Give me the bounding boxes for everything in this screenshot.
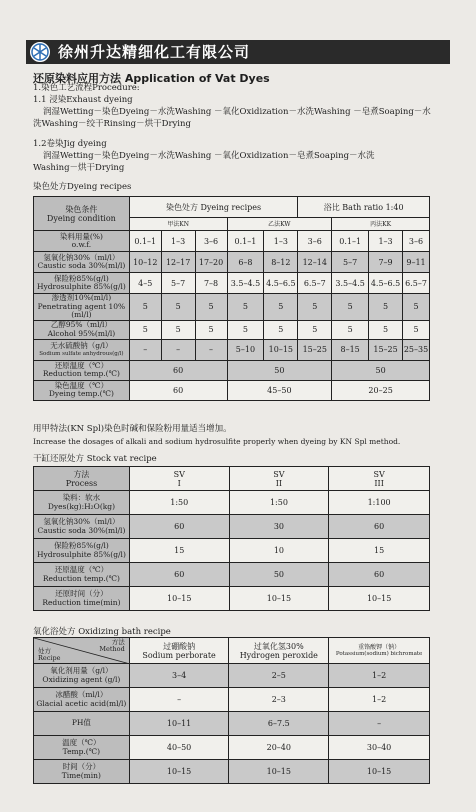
procedure-heading: 1.染色工艺流程Procedure: bbox=[33, 83, 140, 93]
dye-row-label bbox=[34, 273, 130, 294]
stock-vat-row bbox=[34, 515, 430, 539]
dye-cell: 3.5–4.5 bbox=[332, 273, 369, 294]
stock-vat-row-label bbox=[34, 587, 130, 611]
oxidizing-row-label-cn: PH值 bbox=[71, 718, 91, 728]
dye-cell: 0.1–1 bbox=[129, 231, 161, 252]
dye-cell: 15–25 bbox=[298, 339, 332, 360]
dye-cell: 1–3 bbox=[264, 231, 298, 252]
stock-vat-cell: 1:100 bbox=[329, 491, 430, 515]
oxidizer-3-en: Potassium(sodium) bichromate bbox=[335, 651, 423, 657]
dye-cell: 4.5–6.5 bbox=[264, 273, 298, 294]
dyeing-temp-en: Dyeing temp.(℃) bbox=[48, 389, 114, 398]
oxidizing-caption: 氧化浴处方 Oxidizing bath recipe bbox=[33, 627, 171, 637]
oxidizing-row bbox=[34, 688, 430, 712]
dye-row bbox=[34, 320, 430, 339]
oxidizing-corner-header bbox=[34, 638, 130, 664]
dye-cell: 0.1–1 bbox=[227, 231, 264, 252]
dyeing-temp-cn: 染色温度（℃） bbox=[54, 380, 109, 390]
jig-line-2: Washing－烘干Drying bbox=[33, 163, 125, 173]
oxidizer-2-cn: 过氧化氢30% bbox=[253, 641, 304, 651]
dyeing-temp-kk: 20–25 bbox=[332, 380, 430, 400]
dye-cell: 5 bbox=[227, 294, 264, 321]
oxidizing-cell: 30–40 bbox=[329, 736, 430, 760]
dyeing-condition-cn: 染色条件 bbox=[65, 204, 98, 214]
stock-vat-row bbox=[34, 491, 430, 515]
oxidizer-col-1 bbox=[129, 638, 229, 664]
dye-cell: 6.5–7 bbox=[403, 273, 430, 294]
dye-row-label bbox=[34, 294, 130, 321]
dye-cell: 5 bbox=[264, 320, 298, 339]
dyeing-condition-en: Dyeing condition bbox=[46, 213, 116, 223]
dye-cell: 5 bbox=[195, 294, 227, 321]
dye-cell: 5 bbox=[332, 294, 369, 321]
oxidizing-cell: 20–40 bbox=[229, 736, 329, 760]
stock-vat-cell: 10 bbox=[229, 539, 329, 563]
stock-vat-row-label bbox=[34, 563, 130, 587]
stock-vat-cell: 1:50 bbox=[229, 491, 329, 515]
oxidizer-2-en: Hydrogen peroxide bbox=[239, 650, 318, 660]
sv-2-numeral: II bbox=[275, 478, 283, 488]
oxidizing-row bbox=[34, 736, 430, 760]
dye-row-label-en: Penetrating agent 10%(ml/l) bbox=[37, 301, 126, 319]
dye-cell: 6–8 bbox=[227, 252, 264, 273]
sv-2-label: SV bbox=[273, 469, 285, 479]
dye-cell: 5 bbox=[129, 320, 161, 339]
sv-3-numeral: III bbox=[374, 478, 384, 488]
oxidizer-1-cn: 过硼酸钠 bbox=[163, 641, 196, 651]
dye-cell: 5 bbox=[403, 320, 430, 339]
bath-ratio-label: 浴比 Bath ratio 1:40 bbox=[298, 197, 430, 218]
dye-cell: 5 bbox=[298, 320, 332, 339]
oxidizing-row-label-cn: 氧化剂用量（g/l） bbox=[50, 666, 113, 675]
oxidizing-row-label-cn: 时间（分） bbox=[62, 762, 101, 771]
oxidizing-cell: 2–3 bbox=[229, 688, 329, 712]
dye-cell: 6.5–7 bbox=[298, 273, 332, 294]
dye-cell: 5 bbox=[161, 320, 195, 339]
stock-vat-row-label bbox=[34, 539, 130, 563]
dye-row bbox=[34, 273, 430, 294]
oxidizing-row bbox=[34, 760, 430, 784]
dye-cell: 8–12 bbox=[264, 252, 298, 273]
dye-cell: 4–5 bbox=[129, 273, 161, 294]
dye-cell: 0.1–1 bbox=[332, 231, 369, 252]
dye-cell: 5–10 bbox=[227, 339, 264, 360]
dye-row bbox=[34, 339, 430, 360]
stock-vat-cell: 60 bbox=[129, 515, 229, 539]
dye-cell: 5 bbox=[227, 320, 264, 339]
oxidizing-cell: – bbox=[129, 688, 229, 712]
dye-row-label bbox=[34, 231, 130, 252]
exhaust-heading: 1.1 浸染Exhaust dyeing bbox=[33, 95, 133, 105]
stock-vat-process-header bbox=[34, 467, 130, 491]
dye-row-label-cn: 渗透剂10%(ml/l) bbox=[51, 293, 112, 302]
stock-vat-row-label-en: Hydrosulphite 85%(g/l) bbox=[37, 549, 126, 559]
oxidizing-cell: 10–11 bbox=[129, 712, 229, 736]
corner-recipe bbox=[38, 648, 60, 662]
stock-vat-row-label-en: Reduction time(min) bbox=[42, 597, 121, 607]
stock-vat-cell: 15 bbox=[329, 539, 430, 563]
dye-cell: 5 bbox=[161, 294, 195, 321]
dye-cell: 9–11 bbox=[403, 252, 430, 273]
method-kk: 丙法KK bbox=[332, 218, 430, 231]
dye-cell: 12–14 bbox=[298, 252, 332, 273]
dye-cell: 5 bbox=[129, 294, 161, 321]
oxidizing-row-label bbox=[34, 712, 130, 736]
oxidizing-row-label-en: Temp.(℃) bbox=[62, 746, 101, 756]
oxidizing-cell: 1–2 bbox=[329, 664, 430, 688]
dye-cell: 3–6 bbox=[403, 231, 430, 252]
dyeing-recipes-body bbox=[34, 231, 430, 361]
dye-cell: 15–25 bbox=[369, 339, 403, 360]
dye-cell: 3–6 bbox=[195, 231, 227, 252]
dye-cell: 3–6 bbox=[298, 231, 332, 252]
dye-cell: 25–35 bbox=[403, 339, 430, 360]
dyeing-recipes-caption: 染色处方Dyeing recipes bbox=[33, 182, 132, 192]
stock-vat-row-label-cn: 还原时间（分） bbox=[55, 589, 108, 598]
method-kw: 乙法KW bbox=[227, 218, 332, 231]
dye-row-label-en: Hydrosulphite 85%(g/l) bbox=[36, 282, 126, 291]
exhaust-line-2: 洗Washing－绞干Rinsing－烘干Drying bbox=[33, 119, 191, 129]
oxidizer-1-en: Sodium perborate bbox=[142, 650, 216, 660]
oxidizing-cell: 40–50 bbox=[129, 736, 229, 760]
dyeing-temp-kw: 45–50 bbox=[227, 380, 332, 400]
process-cn: 方法 bbox=[73, 469, 90, 479]
stock-vat-row-label-en: Caustic soda 30%(ml/l) bbox=[37, 525, 126, 535]
dye-row bbox=[34, 294, 430, 321]
stock-vat-row-label-cn: 保险粉85%(g/l) bbox=[54, 541, 109, 550]
note-en: Increase the dosages of alkali and sodium hydrosulfite properly when dyeing by KN Spl method. bbox=[33, 437, 401, 446]
sv-3-label: SV bbox=[373, 469, 385, 479]
stock-vat-cell: 50 bbox=[229, 563, 329, 587]
dye-cell: 10–12 bbox=[129, 252, 161, 273]
oxidizing-row-label-en: Time(min) bbox=[61, 770, 101, 780]
oxidizing-row bbox=[34, 664, 430, 688]
dye-cell: 7–8 bbox=[195, 273, 227, 294]
reduction-temp-kn: 60 bbox=[129, 360, 227, 380]
sv-1-numeral: I bbox=[177, 478, 181, 488]
stock-vat-row-label-cn: 氢氧化钠30%（ml/l） bbox=[43, 517, 120, 526]
dye-cell: 3.5–4.5 bbox=[227, 273, 264, 294]
corner-method bbox=[99, 639, 124, 653]
oxidizing-cell: 1–2 bbox=[329, 688, 430, 712]
oxidizing-row-label-cn: 冰醋酸（ml/l） bbox=[55, 690, 108, 699]
oxidizing-cell: 10–15 bbox=[329, 760, 430, 784]
dye-row-label bbox=[34, 339, 130, 360]
dye-cell: 5–7 bbox=[332, 252, 369, 273]
dye-cell: 4.5–6.5 bbox=[369, 273, 403, 294]
recipe-label: 染色处方 Dyeing recipes bbox=[129, 197, 298, 218]
dyeing-temp-kn: 60 bbox=[129, 380, 227, 400]
reduction-temp-en: Reduction temp.(℃) bbox=[42, 369, 120, 378]
dye-cell: 8–15 bbox=[332, 339, 369, 360]
corner-method-en: Method bbox=[99, 645, 125, 653]
stock-vat-cell: 60 bbox=[129, 563, 229, 587]
reduction-temp-kw: 50 bbox=[227, 360, 332, 380]
note-cn: 用甲特法(KN Spl)染色时碱和保险粉用量适当增加。 bbox=[33, 424, 232, 434]
dye-cell: 5 bbox=[369, 294, 403, 321]
company-logo-icon bbox=[28, 40, 52, 64]
dye-row-label-cn: 染料用量(%) bbox=[59, 231, 103, 241]
oxidizing-row-label-en: Oxidizing agent (g/l) bbox=[42, 674, 121, 684]
dye-cell: 5 bbox=[369, 320, 403, 339]
stock-vat-cell: 10–15 bbox=[229, 587, 329, 611]
method-kn: 甲法KN bbox=[129, 218, 227, 231]
dyeing-condition-header bbox=[34, 197, 130, 231]
dye-cell: 5 bbox=[403, 294, 430, 321]
oxidizing-cell: 3–4 bbox=[129, 664, 229, 688]
oxidizing-row-label-cn: 温度（℃） bbox=[62, 738, 101, 747]
stock-vat-row bbox=[34, 539, 430, 563]
dye-cell: – bbox=[161, 339, 195, 360]
dye-cell: 12–17 bbox=[161, 252, 195, 273]
reduction-temp-cn: 还原温度（℃） bbox=[54, 360, 109, 370]
dyeing-recipes-table bbox=[33, 196, 430, 401]
oxidizing-row-label bbox=[34, 664, 130, 688]
page-title: 还原染料应用方法 Application of Vat Dyes bbox=[33, 72, 270, 85]
stock-vat-row-label-cn: 还原温度（℃） bbox=[54, 565, 109, 574]
oxidizing-row bbox=[34, 712, 430, 736]
oxidizing-cell: 10–15 bbox=[229, 760, 329, 784]
company-name: 徐州升达精细化工有限公司 bbox=[58, 43, 251, 61]
dye-row-label-en: o.w.f. bbox=[71, 240, 92, 249]
dye-cell: 7–9 bbox=[369, 252, 403, 273]
oxidizing-cell: 2–5 bbox=[229, 664, 329, 688]
dye-cell: – bbox=[129, 339, 161, 360]
stock-vat-row-label-en: Reduction temp.(℃) bbox=[42, 573, 120, 583]
dye-row-label-en: Caustic soda 30%(ml/l) bbox=[37, 261, 126, 270]
dye-row-label bbox=[34, 320, 130, 339]
oxidizer-col-3 bbox=[329, 638, 430, 664]
exhaust-line-1: 润湿Wetting－染色Dyeing－水洗Washing －氧化Oxidization－水洗Washing －皂煮Soaping－水 bbox=[43, 107, 431, 117]
dye-cell: 1–3 bbox=[161, 231, 195, 252]
stock-vat-row-label bbox=[34, 491, 130, 515]
stock-vat-table bbox=[33, 466, 430, 611]
dye-cell: – bbox=[195, 339, 227, 360]
dye-cell: 5 bbox=[298, 294, 332, 321]
stock-vat-cell: 60 bbox=[329, 563, 430, 587]
jig-heading: 1.2卷染Jig dyeing bbox=[33, 139, 107, 149]
dye-row-label-cn: 氢氧化钠30%（ml/l） bbox=[43, 252, 120, 262]
dye-cell: 5 bbox=[332, 320, 369, 339]
dye-row-label-cn: 乙醇95%（ml/l） bbox=[50, 320, 112, 329]
corner-method-cn: 方法 bbox=[111, 638, 125, 646]
corner-recipe-en: Recipe bbox=[38, 654, 61, 662]
oxidizing-table bbox=[33, 637, 430, 784]
dye-row-label-en: Sodium sulfate anhydrous(g/l) bbox=[39, 350, 124, 357]
dye-row-label-cn: 无水硫酸钠（g/l） bbox=[50, 341, 113, 351]
stock-vat-row-label bbox=[34, 515, 130, 539]
stock-vat-col-2 bbox=[229, 467, 329, 491]
oxidizing-cell: 10–15 bbox=[129, 760, 229, 784]
stock-vat-row bbox=[34, 563, 430, 587]
process-en: Process bbox=[65, 478, 98, 488]
dye-cell: 1–3 bbox=[369, 231, 403, 252]
dye-row bbox=[34, 231, 430, 252]
stock-vat-row-label-en: Dyes(kg):H₂O(kg) bbox=[47, 501, 116, 511]
oxidizer-col-2 bbox=[229, 638, 329, 664]
dye-cell: 17–20 bbox=[195, 252, 227, 273]
reduction-temp-label bbox=[34, 360, 130, 380]
stock-vat-row-label-cn: 染料：软水 bbox=[62, 493, 101, 502]
oxidizing-row-label-en: Glacial acetic acid(ml/l) bbox=[36, 698, 127, 708]
dye-cell: 5–7 bbox=[161, 273, 195, 294]
company-header bbox=[26, 40, 450, 64]
oxidizing-cell: 6–7.5 bbox=[229, 712, 329, 736]
oxidizing-row-label bbox=[34, 736, 130, 760]
stock-vat-body bbox=[34, 491, 430, 611]
stock-vat-cell: 1:50 bbox=[129, 491, 229, 515]
corner-recipe-cn: 处方 bbox=[38, 647, 51, 655]
jig-line-1: 润湿Wetting－染色Dyeing－水洗Washing －氧化Oxidization－皂煮Soaping－水洗 bbox=[43, 151, 375, 161]
dye-cell: 5 bbox=[264, 294, 298, 321]
oxidizing-body bbox=[34, 664, 430, 784]
oxidizing-cell: – bbox=[329, 712, 430, 736]
oxidizing-row-label bbox=[34, 688, 130, 712]
stock-vat-cell: 10–15 bbox=[329, 587, 430, 611]
stock-vat-row bbox=[34, 587, 430, 611]
oxidizing-row-label bbox=[34, 760, 130, 784]
stock-vat-cell: 15 bbox=[129, 539, 229, 563]
stock-vat-caption: 干缸还原处方 Stock vat recipe bbox=[33, 454, 157, 464]
dye-row bbox=[34, 252, 430, 273]
dye-cell: 5 bbox=[195, 320, 227, 339]
reduction-temp-kk: 50 bbox=[332, 360, 430, 380]
dye-cell: 10–15 bbox=[264, 339, 298, 360]
stock-vat-cell: 60 bbox=[329, 515, 430, 539]
stock-vat-col-3 bbox=[329, 467, 430, 491]
dye-row-label-en: Alcohol 95%(ml/l) bbox=[47, 328, 116, 338]
oxidizer-3-cn: 重铬酸钾（钠） bbox=[358, 644, 401, 651]
stock-vat-cell: 30 bbox=[229, 515, 329, 539]
dye-row-label-cn: 保险粉85%(g/l) bbox=[54, 273, 109, 283]
stock-vat-cell: 10–15 bbox=[129, 587, 229, 611]
sv-1-label: SV bbox=[173, 469, 185, 479]
dye-row-label bbox=[34, 252, 130, 273]
dyeing-temp-label bbox=[34, 380, 130, 400]
stock-vat-col-1 bbox=[129, 467, 229, 491]
